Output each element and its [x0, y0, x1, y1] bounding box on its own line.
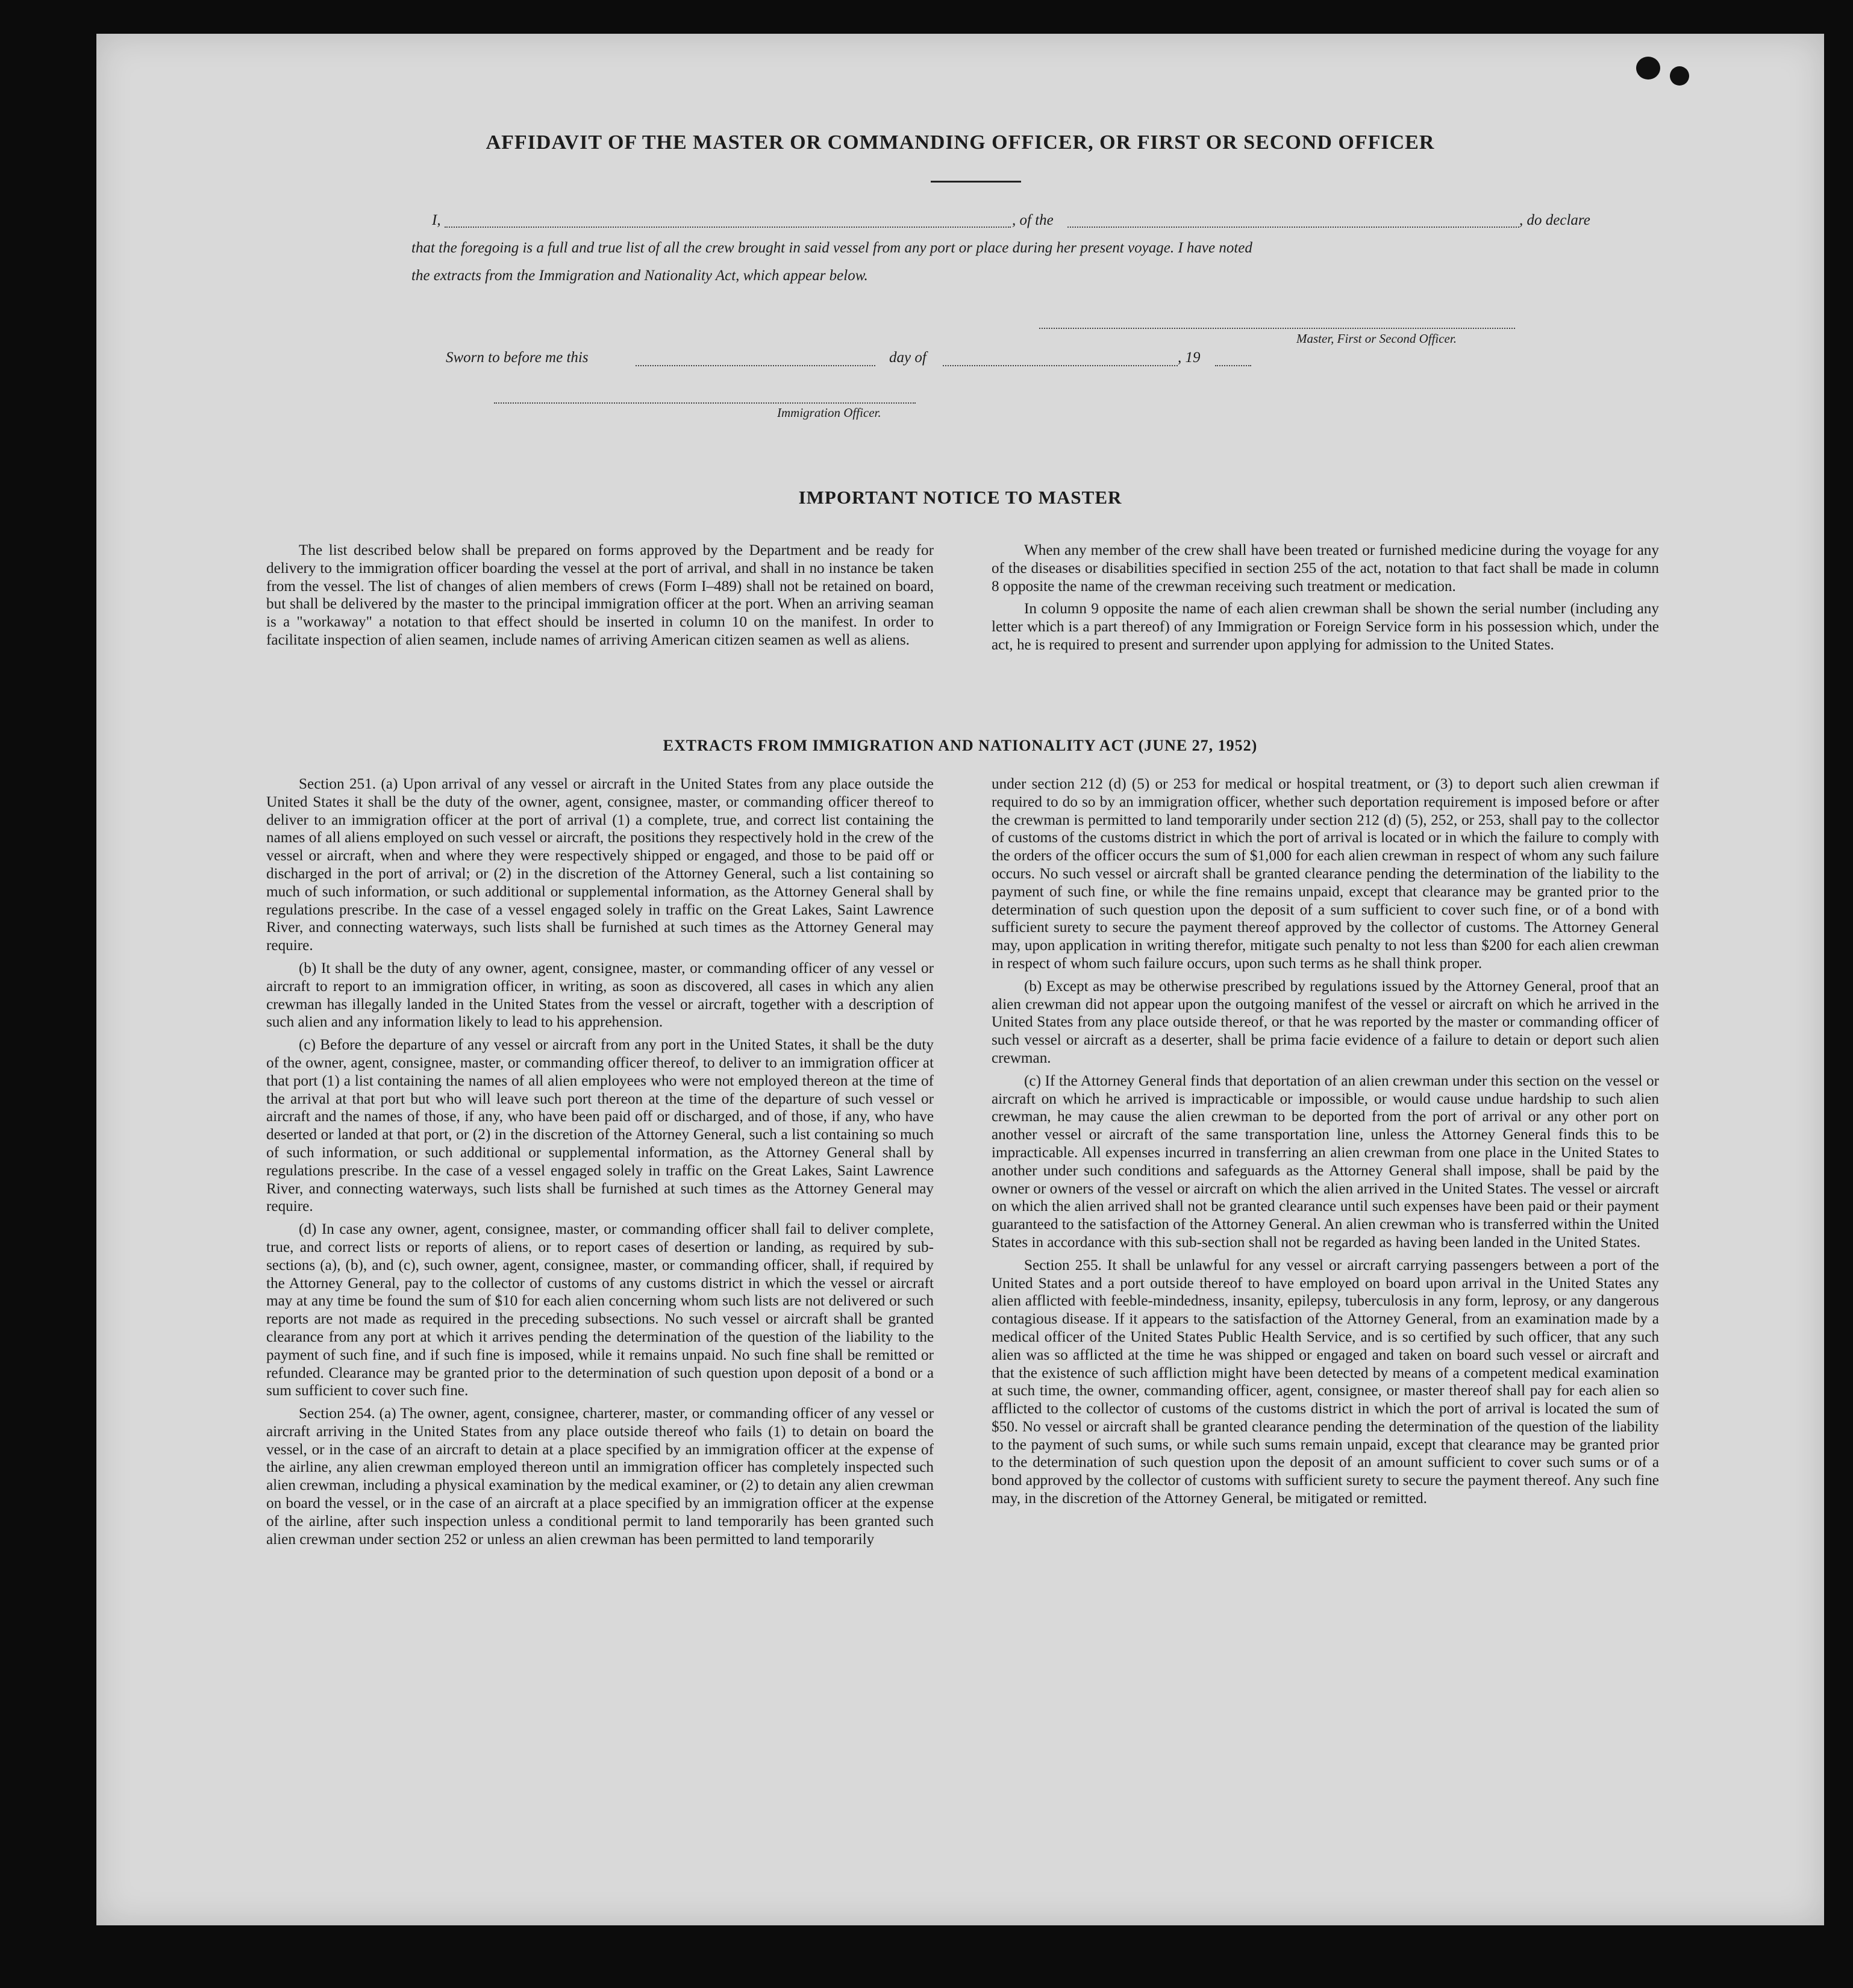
immigration-officer-caption: Immigration Officer.: [777, 405, 881, 420]
section-251-d: (d) In case any owner, agent, consignee, master, or commanding officer shall fail to deliver complete, true, and correct lists or reports of aliens, or to report cases of desertion or landing, as required by sub-sections (a), (b), and (c), such owner, agent, consignee, master, or commanding officer, shall, if required by the Attorney General, pay to the collector of customs of any customs district in which the vessel or aircraft may at any time be found the sum of $10 for each alien concerning whom such lists are not delivered or such reports are not made as required in the preceding subsections. No such vessel or aircraft shall be granted clearance from any port at which it arrives pending the determination of the question of the liability to the payment of such fine, and if such fine is imposed, while it remains unpaid. No such fine shall be remitted or refunded. Clearance may be granted prior to the determination of such question upon deposit of a bond or a sum sufficient to cover such fine.: [266, 1221, 934, 1399]
section-254-c: (c) If the Attorney General finds that deportation of an alien crewman under this section on the vessel or aircraft on which he arrived is impracticable or impossible, or would cause undue hardship to such alien crewman, he may cause the alien crewman to be deported from the port of arrival or any other port on another vessel or aircraft of the same transportation line, unless the Attorney General finds this to be impracticable. All expenses incurred in transferring an alien crewman from one place in the United States to another under such conditions and safeguards as the Attorney General shall impose, shall be paid by the owner or owners of the vessel or aircraft on which the alien arrived in the United States. The vessel or aircraft on which the alien arrived shall not be granted clearance until such expenses have been paid or their payment guaranteed to the satisfaction of the Attorney General. An alien crewman who is transferred within the United States in accordance with this sub-section shall not be regarded as having been landed in the United States.: [992, 1072, 1659, 1251]
sworn-month-line[interactable]: [943, 365, 1178, 366]
section-255: Section 255. It shall be unlawful for any vessel or aircraft carrying passengers between a port of the United States and a port outside thereof to have employed on board upon arrival in the United States any alien afflicted with feeble-mindedness, insanity, epilepsy, tuberculosis in any form, leprosy, or any dangerous contagious disease. If it appears to the satisfaction of the Attorney General, from an examination made by a medical officer of the United States Public Health Service, and is so certified by such officer, that any such alien was so afflicted at the time he was shipped or engaged and taken on board such vessel or aircraft and that the existence of such affliction might have been detected by means of a competent medical examination at such time, the owner, commanding officer, agent, consignee, or master thereof shall pay for each alien so afflicted to the collector of customs of the customs district in which the port of arrival is located the sum of $50. No vessel or aircraft shall be granted clearance pending the determination of the question of the liability to the payment of such sums, or while such sums remain unpaid, except that clearance may be granted prior to the determination of such question upon the deposit of an amount sufficient to cover such sums or of a bond approved by the collector of customs with sufficient surety to secure the payment thereof. Any such fine may, in the discretion of the Attorney General, be mitigated or remitted.: [992, 1257, 1659, 1507]
document-page: [96, 34, 1824, 1925]
section-254-b: (b) Except as may be otherwise prescribed by regulations issued by the Attorney General, proof that an alien crewman did not appear upon the outgoing manifest of the vessel or aircraft on which he arrived in the United States from any place outside thereof, or that he was reported by the master or commanding officer of such vessel or aircraft as a deserter, shall be prima facie evidence of a failure to detain or deport such alien crewman.: [992, 978, 1659, 1066]
notice-left-column: [266, 542, 934, 654]
declaration-line-2: that the foregoing is a full and true list of all the crew brought in said vessel from any port or place during her present voyage. I have noted: [411, 240, 1252, 256]
notice-right-column: [992, 542, 1659, 659]
sworn-label: Sworn to before me this: [446, 349, 589, 366]
declaration-line-3: the extracts from the Immigration and Nationality Act, which appear below.: [411, 267, 868, 284]
declarant-name-line[interactable]: [445, 227, 1011, 228]
section-251-a: Section 251. (a) Upon arrival of any vessel or aircraft in the United States from any place outside the United States it shall be the duty of the owner, agent, consignee, master, or commanding officer thereof to deliver to an immigration officer at the port of arrival (1) a complete, true, and correct list containing the names of all aliens employed on such vessel or aircraft, the positions they respectively hold in the crew of the vessel or aircraft, when and where they were respectively shipped or engaged, and those to be paid off or discharged in the port of arrival; or (2) in the discretion of the Attorney General, such a list containing so much of such information, or such additional or supplemental information, as the Attorney General shall by regulations prescribe. In the case of a vessel engaged solely in traffic on the Great Lakes, Saint Lawrence River, and connecting waterways, such lists shall be furnished at such times as the Attorney General may require.: [266, 776, 934, 954]
declaration-of-the-label: , of the: [1012, 212, 1054, 228]
extracts-title: EXTRACTS FROM IMMIGRATION AND NATIONALITY ACT (JUNE 27, 1952): [663, 737, 1258, 754]
day-of-label: day of: [889, 349, 926, 366]
section-254-a-continued: under section 212 (d) (5) or 253 for medical or hospital treatment, or (3) to deport such alien crewman if required to do so by an immigration officer, whether such deportation requirement is imposed before or after the crewman is permitted to land temporarily under section 212 (d) (5), 252, or 253, shall pay to the collector of customs of the customs district in which the port of arrival is located or in which the failure to comply with the orders of the officer occurs the sum of $1,000 for each alien crewman in respect of whom any such failure occurs. No such vessel or aircraft shall be granted clearance pending the determination of the liability to the payment of such fine, or while the fine remains unpaid, except that clearance may be granted prior to the determination of such question upon the deposit of a sum sufficient to cover such fine, or of a bond with sufficient surety to secure the payment thereof approved by the collector of customs. The Attorney General may, upon application in writing therefor, mitigate such penalty to not less than $200 for each alien crewman in respect of whom such failure occurs, upon such terms as he shall think proper.: [992, 776, 1659, 972]
notice-right-paragraph-2: In column 9 opposite the name of each alien crewman shall be shown the serial number (including any letter which is a part thereof) of any Immigration or Foreign Service form in his possession which, under the act, he is required to present and surrender upon applying for admission to the United States.: [992, 601, 1659, 653]
vessel-name-line[interactable]: [1067, 227, 1519, 228]
year-label: , 19: [1178, 349, 1201, 366]
master-signature-line[interactable]: [1039, 328, 1515, 329]
notice-left-paragraph: The list described below shall be prepared on forms approved by the Department and be ready for delivery to the immigration officer boarding the vessel at the port of arrival, and shall in no instance be taken from the vessel. The list of changes of alien members of crews (Form I–489) shall not be retained on board, but shall be delivered by the master to the principal immigration officer at the port. When an arriving seaman is a "workaway" a notation to that effect should be inserted in column 10 on the manifest. In order to facilitate inspection of alien seamen, include names of arriving American citizen seamen as well as aliens.: [266, 542, 934, 648]
punch-hole-mark: [1636, 57, 1660, 80]
master-signature-caption: Master, First or Second Officer.: [1296, 331, 1457, 346]
declaration-i-label: I,: [432, 212, 441, 228]
declaration-do-declare-label: , do declare: [1519, 212, 1590, 228]
sworn-date-line[interactable]: [636, 365, 875, 366]
extracts-left-column: [266, 742, 934, 1553]
extracts-right-column: [992, 742, 1659, 1513]
section-254-a: Section 254. (a) The owner, agent, consignee, charterer, master, or commanding officer of any vessel or aircraft arriving in the United States from any place outside thereof who fails (1) to detain on board the vessel, or in the case of an aircraft to detain at a place specified by an immigration officer at the expense of the airline, any alien crewman employed thereon until an immigration officer has completely inspected such alien crewman, including a physical examination by the medical examiner, or (2) to detain any alien crewman on board the vessel, or in the case of an aircraft at a place specified by an immigration officer at the expense of the airline, after such inspection unless a conditional permit to land temporarily has been granted such alien crewman under section 252 or unless an alien crewman has been permitted to land temporarily: [266, 1405, 934, 1548]
section-251-c: (c) Before the departure of any vessel or aircraft from any port in the United States, it shall be the duty of the owner, agent, consignee, master, or commanding officer thereof, to deliver to an immigration officer at that port (1) a list containing the names of all alien employees who were not employed thereon at the time of the arrival at that port but who will leave such port thereon at the time of the departure of such vessel or aircraft and the names of those, if any, who have been paid off or discharged, and of those, if any, who have deserted or landed at that port, or (2) in the discretion of the Attorney General, such a list containing so much of such information, or such additional or supplemental information, as the Attorney General shall by regulations prescribe. In the case of a vessel engaged solely in traffic on the Great Lakes, Saint Lawrence River, and connecting waterways, such lists shall be furnished at such times as the Attorney General may require.: [266, 1037, 934, 1215]
punch-hole-mark: [1670, 66, 1689, 86]
section-251-b: (b) It shall be the duty of any owner, agent, consignee, master, or commanding officer of any vessel or aircraft to report to an immigration officer, in writing, as soon as discovered, all cases in which any alien crewman has illegally landed in the United States from the vessel or aircraft, together with a description of such alien and any information likely to lead to his apprehension.: [266, 960, 934, 1031]
affidavit-title: AFFIDAVIT OF THE MASTER OR COMMANDING OFFICER, OR FIRST OR SECOND OFFICER: [486, 131, 1435, 154]
sworn-year-line[interactable]: [1215, 365, 1251, 366]
title-underline: [931, 181, 1021, 183]
notice-right-paragraph-1: When any member of the crew shall have been treated or furnished medicine during the voyage for any of the diseases or disabilities specified in section 255 of the act, notation to that fact shall be made in column 8 opposite the name of the crewman receiving such treatment or medication.: [992, 542, 1659, 595]
immigration-officer-signature-line[interactable]: [494, 402, 916, 404]
notice-title: IMPORTANT NOTICE TO MASTER: [798, 487, 1122, 508]
